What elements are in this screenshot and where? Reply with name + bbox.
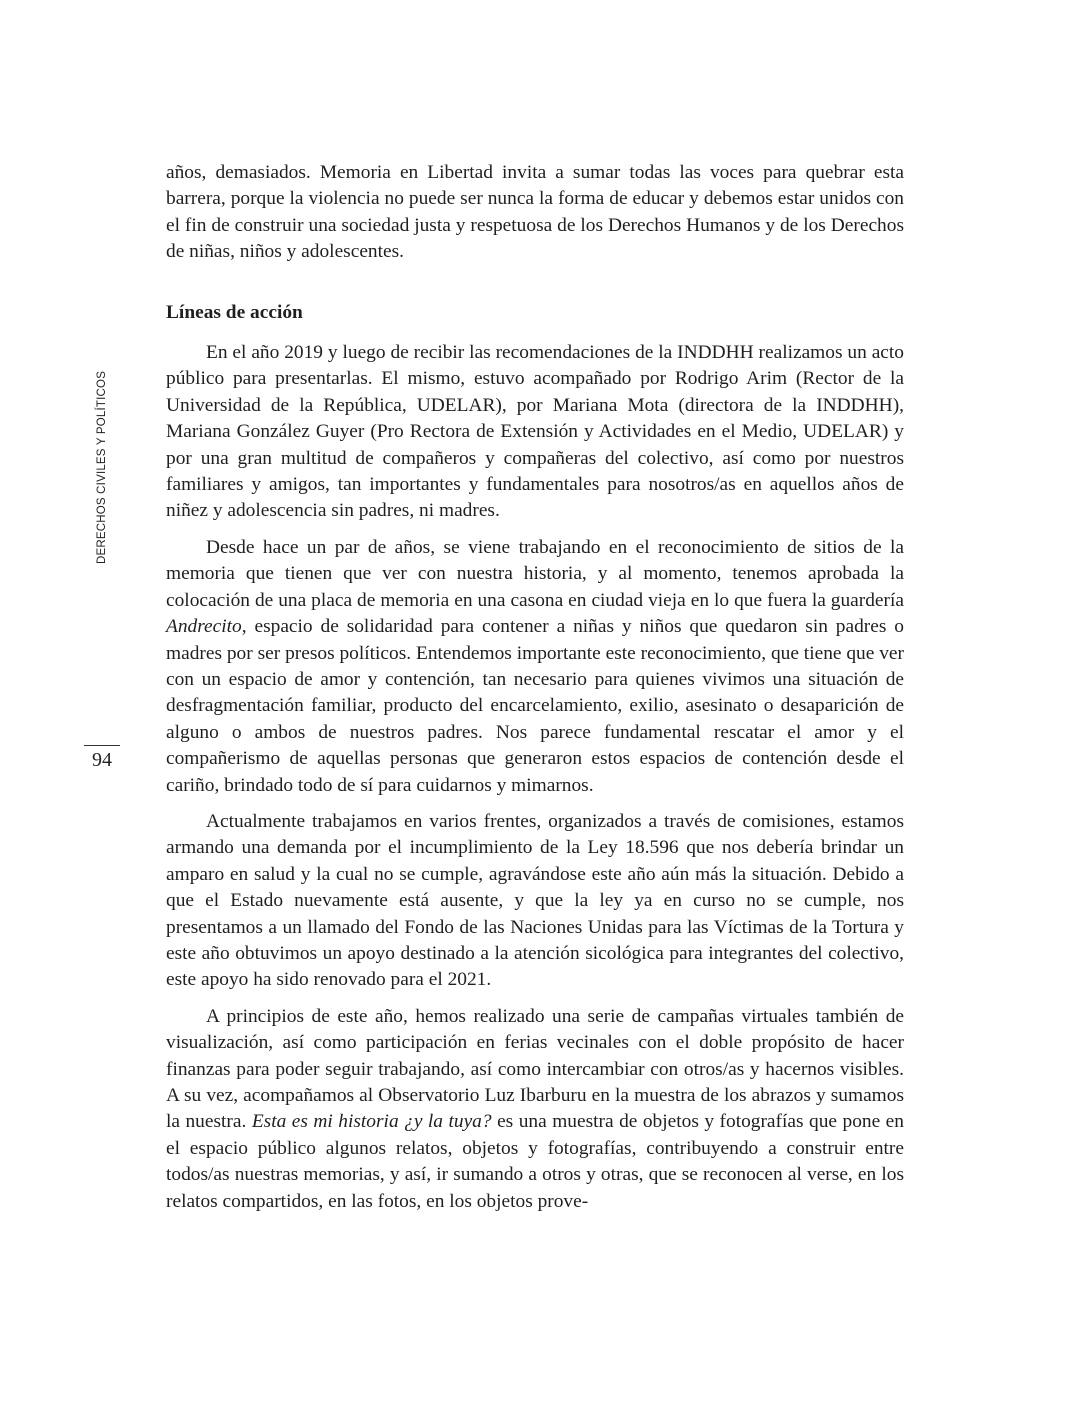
section-running-label: DERECHOS CIVILES Y POLÍTICOS xyxy=(96,370,108,564)
paragraph-4 xyxy=(166,1004,904,1215)
section-heading: Líneas de acción xyxy=(166,301,303,323)
page-number: 94 xyxy=(92,749,112,771)
paragraph-3: Actualmente trabajamos en varios frentes, organizados a través de comisiones, estamos armando una demanda por el incumplimiento de la Ley 18.596 que nos debería brindar un amparo en salud y la cual no se cumple, agravándose este año aún más la situación. Debido a que el Estado nuevamente está ausente, y que la ley ya en curso no se cumple, nos presentamos a un llamado del Fondo de las Naciones Unidas para las Víctimas de la Tortura y este año obtuvimos un apoyo destinado a la atención sicológica para integrantes del colectivo, este apoyo ha sido renovado para el 2021. xyxy=(166,810,904,991)
paragraph-continuation: años, demasiados. Memoria en Libertad invita a sumar todas las voces para quebrar esta barrera, porque la violencia no puede ser nunca la forma de educar y debemos estar unidos con el fin de construir una sociedad justa y respetuosa de los Derechos Humanos y de los Derechos de niñas, niños y adolescentes. xyxy=(166,162,904,263)
paragraph-2 xyxy=(166,535,904,799)
paragraph-2-text-b: , espacio de solidaridad para contener a niñas y niños que quedaron sin padres o madres por ser presos políticos. Entendemos importante este reconocimiento, que tiene que ver con un espacio de amor y contención, tan necesario para quienes vivimos una situación de desfragmentación familiar, producto del encarcelamiento, exilio, asesinato o desaparición de alguno o ambos de nuestros padres. Nos parece fundamental rescatar el amor y el compañerismo de aquellas personas que generaron estos espacios de contención desde el cariño, brindado todo de sí para cuidarnos y mimarnos. xyxy=(166,616,904,796)
paragraph-4-text-a: A principios de este año, hemos realizado una serie de campañas virtuales también de visualización, así como participación en ferias vecinales con el doble propósito de hacer finanzas para poder seguir trabajando, así como intercambiar con otros/as y hacernos visibles. A su vez, acompañamos al Observatorio Luz Ibarburu en la muestra de los abrazos y sumamos la nuestra. xyxy=(166,1005,904,1133)
body-text xyxy=(166,160,904,1225)
paragraph-1: En el año 2019 y luego de recibir las recomendaciones de la INDDHH realizamos un acto público para presentarlas. El mismo, estuvo acompañado por Rodrigo Arim (Rector de la Universidad de la República, UDELAR), por Mariana Mota (directora de la INDDHH), Mariana González Guyer (Pro Rectora de Extensión y Actividades en el Medio, UDELAR) y por una gran multitud de compañeros y compañeras del colectivo, así como por nuestros familiares y amigos, tan importantes y fundamentales para nosotros/as en aquellos años de niñez y adolescencia sin padres, ni madres. xyxy=(166,342,904,522)
paragraph-2-italic: Andrecito xyxy=(166,616,242,638)
paragraph-2-text-a: Desde hace un par de años, se viene trabajando en el reconocimiento de sitios de la memoria que tienen que ver con nuestra historia, y al momento, tenemos aprobada la colocación de una placa de memoria en una casona en ciudad vieja en lo que fuera la guardería xyxy=(166,536,904,611)
page-number-rule xyxy=(84,745,120,746)
paragraph-4-italic: Esta es mi historia ¿y la tuya? xyxy=(251,1111,492,1133)
paragraph-4-text-b: es una muestra de objetos y fotografías que pone en el espacio público algunos relatos, objetos y fotografías, contribuyendo a construir entre todos/as nuestras memorias, y así, ir sumando a otros y otras, que se reconocen al verse, en los relatos compartidos, en las fotos, en los objetos prove- xyxy=(166,1111,904,1212)
